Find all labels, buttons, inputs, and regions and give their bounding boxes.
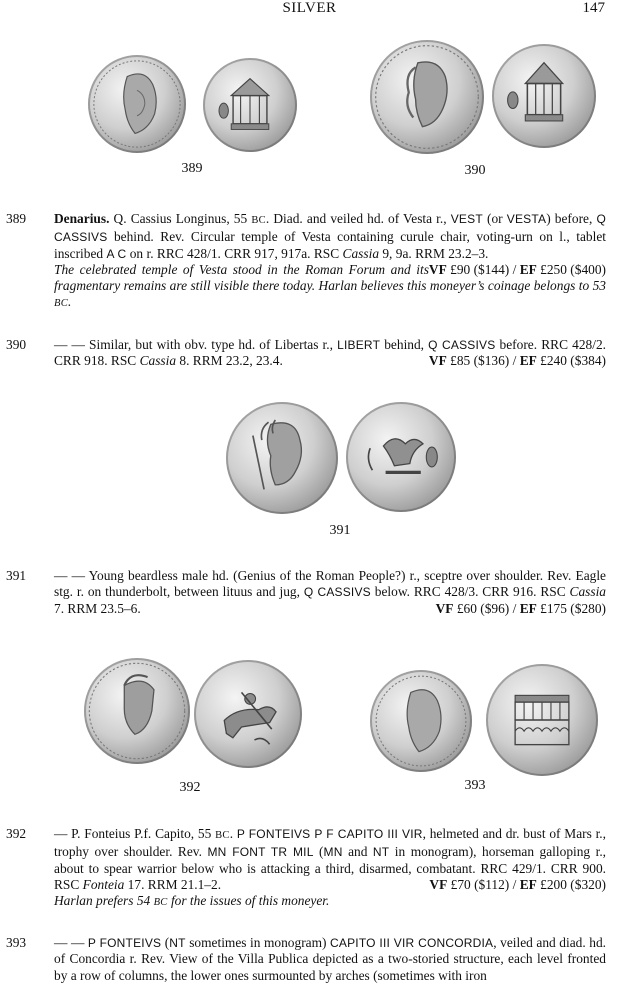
valuation: VF £60 ($96) / EF £175 ($280) (435, 600, 606, 616)
valuation: VF £85 ($136) / EF £240 ($384) (428, 353, 606, 369)
villa-publica-icon (486, 664, 598, 776)
entry-note: Harlan prefers 54 BC for the issues of this moneyer. (54, 893, 330, 909)
entry-note: The celebrated temple of Vesta stood in the Roman Forum and its fragmentary remains are still visible there today. Harlan believes this moneyer’s coinage belongs to 53 BC. (54, 261, 606, 310)
temple-of-vesta-icon (492, 44, 596, 148)
libertas-head-icon (370, 40, 484, 154)
coin-392-obverse (84, 658, 190, 764)
entry-text: — — P FONTEIVS (NT sometimes in monogram) CAPITO III VIR CONCORDIA, veiled and diad. hd. of Concordia r. Rev. View of the Villa Publica depicted as a two-storied structure, each level fronted by a row of columns, the lower ones surmounted by arches (sometimes with iron (54, 935, 606, 983)
caption-390: 390 (464, 163, 486, 178)
legend: LIBERT (337, 338, 381, 352)
entry-text: — — Similar, but with obv. type hd. of Libertas r., LIBERT behind, Q CASSIVS before. RRC 428/2. CRR 918. RSC Cassia 8. RRM 23.2, 23.4. VF £85 ($136) / EF £240 ($384) (54, 337, 606, 369)
catalog-entry-389 (6, 211, 606, 313)
catalog-entry-390 (6, 337, 606, 370)
caption-391: 391 (329, 523, 351, 538)
coin-392-reverse (194, 660, 302, 768)
entry-number: 392 (6, 826, 27, 841)
coin-390-obverse (370, 40, 484, 154)
legend: MN (323, 845, 343, 860)
eagle-icon (346, 402, 456, 512)
catalog-entry-392 (6, 826, 606, 911)
genius-head-icon (226, 402, 338, 514)
entry-text: Denarius. Q. Cassius Longinus, 55 BC. Diad. and veiled hd. of Vesta r., VEST (or VESTA) before, Q CASSIVS behind. Rev. Circular temple of Vesta containing curule chair, voting-urn on l., tablet inscribed A C on r. RRC 428/1. CRR 917, 917a. RSC Cassia 9, 9a. RRM 23.2–3. VF £90 ($144) / EF £250 ($400) The celebrated temple of Vesta stood in the Roman Forum and its fragmentary remains are still visible there today. Harlan believes this moneyer’s coinage belongs to 53 BC. (54, 211, 606, 313)
denomination: Denarius. (54, 211, 110, 226)
valuation: VF £70 ($112) / EF £200 ($320) (429, 876, 606, 892)
coin-389-obverse (88, 55, 186, 153)
coin-391-obverse (226, 402, 338, 514)
coin-393-reverse (486, 664, 598, 776)
entry-text: — — Young beardless male hd. (Genius of the Roman People?) r., sceptre over shoulder. Rev. Eagle stg. r. on thunderbolt, between lituus and jug, Q CASSIVS below. RRC 428/3. CRR 916. RSC Cassia 7. RRM 23.5–6. VF £60 ($96) / EF £175 ($280) (54, 568, 606, 616)
legend: CAPITO III VIR CONCORDIA (330, 936, 494, 950)
coin-390-reverse (492, 44, 596, 148)
page-header (0, 0, 619, 20)
legend: Q CASSIVS (54, 212, 606, 245)
legend: VEST (450, 212, 483, 226)
legend: Q CASSIVS (428, 338, 496, 352)
coin-393-obverse (370, 670, 472, 772)
legend: VESTA (506, 212, 547, 226)
catalog-entry-391 (6, 568, 606, 617)
legend: Q CASSIVS (303, 585, 371, 600)
legend: P FONTEIVS P F CAPITO III VIR (236, 827, 423, 841)
entry-number: 393 (6, 935, 27, 950)
mars-helmet-icon (84, 658, 190, 764)
running-title: SILVER (282, 0, 337, 16)
entry-number: 390 (6, 337, 27, 352)
legend: NT (169, 936, 186, 950)
legend: MN FONT TR MIL (207, 845, 314, 860)
caption-389: 389 (181, 161, 203, 176)
legend: NT (372, 845, 390, 860)
concordia-veiled-head-icon (370, 670, 472, 772)
legend: P FONTEIVS (87, 936, 162, 950)
horseman-icon (194, 660, 302, 768)
entry-number: 391 (6, 568, 27, 583)
vesta-veiled-head-icon (88, 55, 186, 153)
catalog-entry-393 (6, 935, 606, 984)
entry-text: — P. Fonteius P.f. Capito, 55 BC. P FONTEIVS P F CAPITO III VIR, helmeted and dr. bust of Mars r., trophy over shoulder. Rev. MN FONT TR MIL (MN and NT in monogram), horseman galloping r., about to spear warrior below who is attacking a third, disarmed, combatant. RRC 429/1. CRR 900. RSC Fonteia 17. RRM 21.1–2. VF £70 ($112) / EF £200 ($320) Harlan prefers 54 BC for the issues of this moneyer. (54, 826, 606, 911)
valuation: VF £90 ($144) / EF £250 ($400) (428, 261, 606, 277)
page-number: 147 (582, 0, 605, 16)
coin-391-reverse (346, 402, 456, 512)
caption-393: 393 (464, 778, 486, 793)
legend: A C (106, 246, 127, 261)
temple-of-vesta-icon (203, 58, 297, 152)
coin-389-reverse (203, 58, 297, 152)
entry-number: 389 (6, 211, 27, 226)
caption-392: 392 (179, 780, 201, 795)
